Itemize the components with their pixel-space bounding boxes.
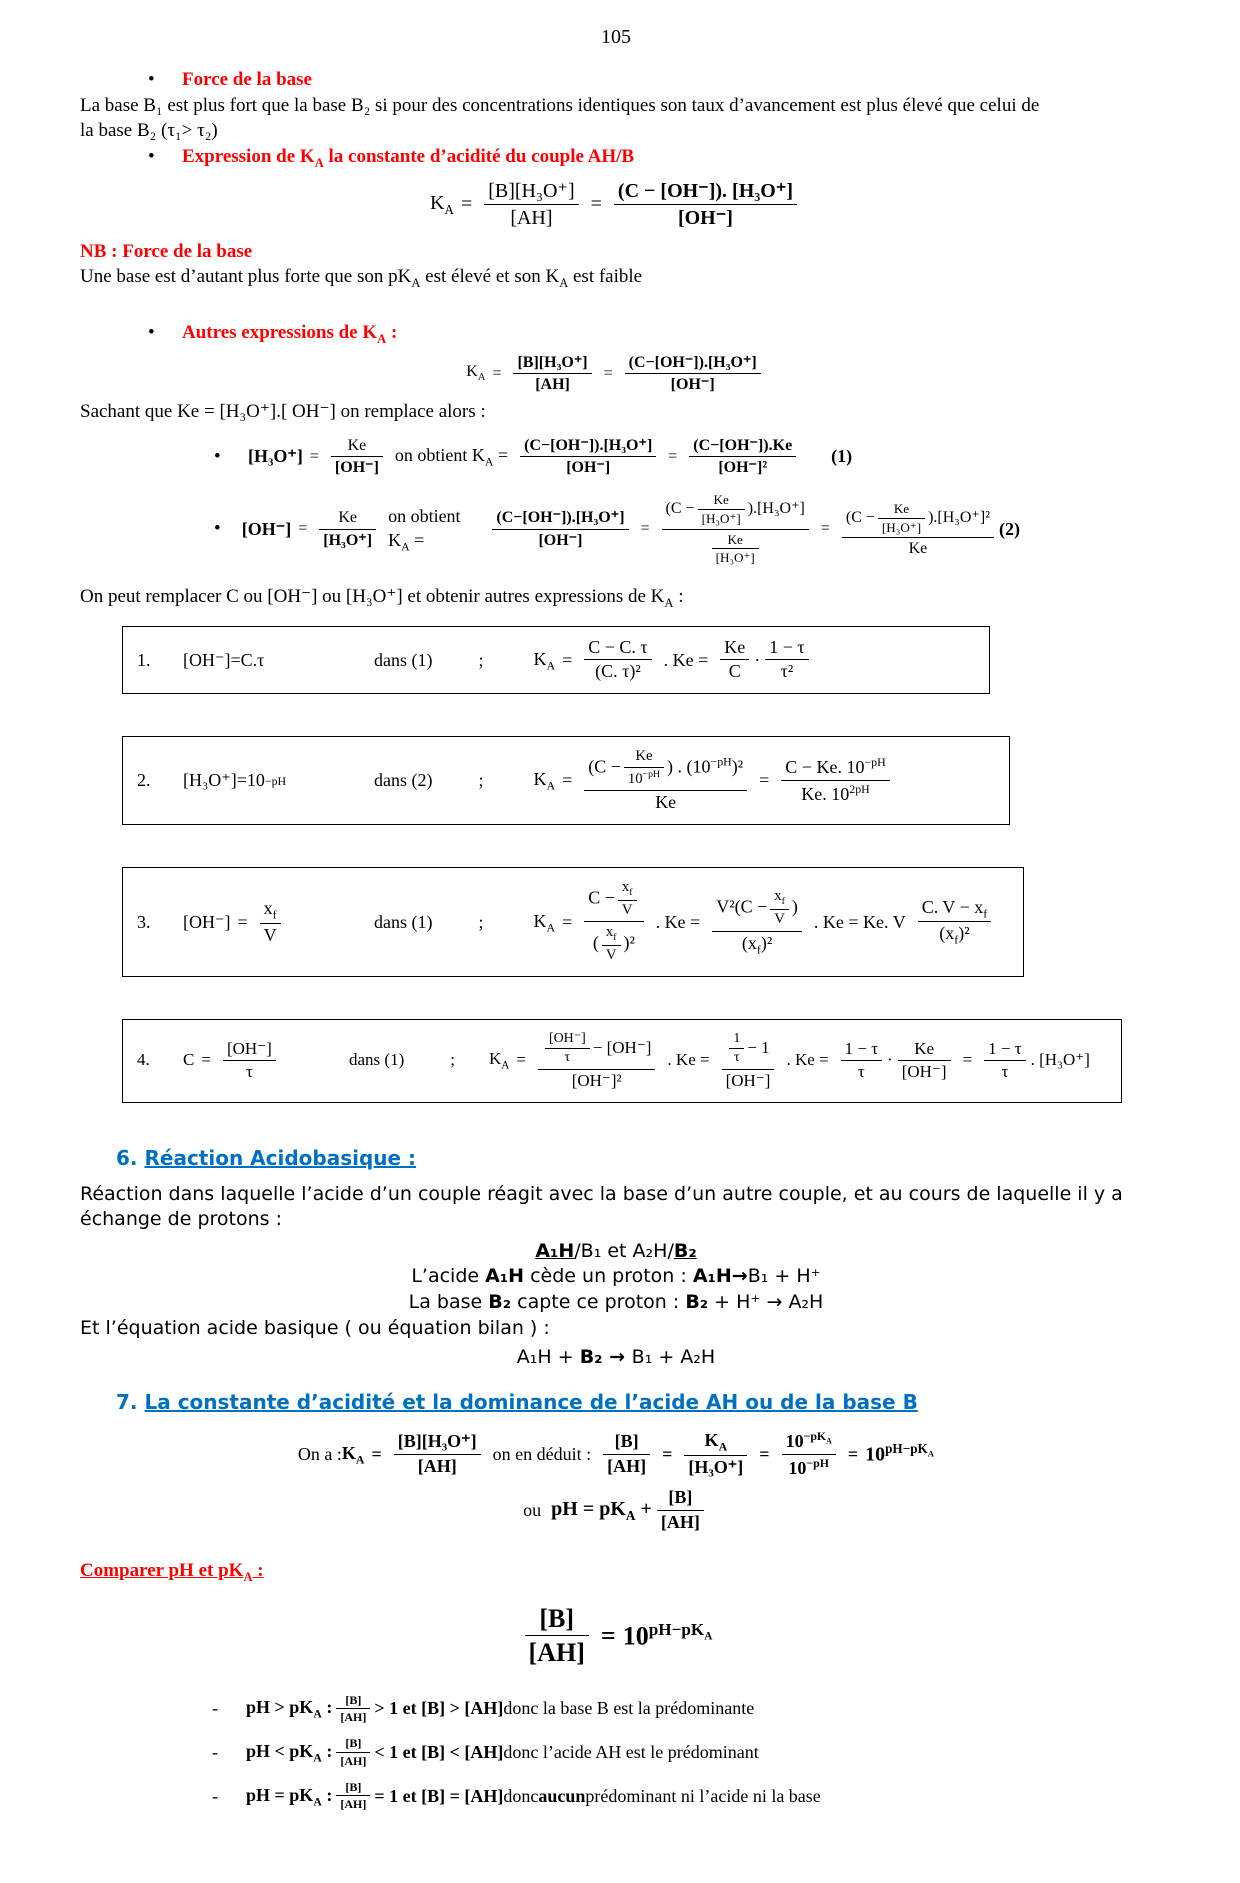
fraction: 1 − τ τ² xyxy=(765,636,808,684)
fraction: $\frac{Ke}{[OH^-]}$ xyxy=(898,1038,951,1084)
arrow-icon: → xyxy=(602,1346,632,1369)
separator: ; xyxy=(450,1050,455,1070)
formula xyxy=(534,877,997,967)
math-token: = xyxy=(492,364,502,382)
text-run: pH < $pK_A$ : xyxy=(246,1740,333,1765)
condition: [OH⁻]=C.τ xyxy=(183,649,265,670)
math-token: . [H₃O⁺] xyxy=(1030,1050,1090,1070)
fraction: $\frac{(C-[OH^-]).Ke}{\text{[OH⁻]²}}$ xyxy=(689,435,796,478)
math-token: = xyxy=(847,1443,859,1464)
math-token: = xyxy=(759,1443,770,1464)
formula-substitution-h3o xyxy=(80,435,980,478)
fraction-nested: (C − $\frac{Ke}{\text{[H₃O⁺]}}$ ).[H₃O⁺] $\frac{Ke}{\text{[H₃O⁺]}}$ xyxy=(662,490,809,568)
text-run: la base B₂ (τ₁> τ₂) xyxy=(80,120,218,142)
math-token: = xyxy=(962,1050,973,1070)
arrow-icon: → xyxy=(731,1265,748,1288)
bullet-icon: • xyxy=(148,69,155,90)
section-number: 7. xyxy=(116,1390,145,1415)
separator: ; xyxy=(478,770,484,791)
text-run: aucun xyxy=(538,1785,586,1806)
line-acide-cede-proton xyxy=(80,1264,1152,1290)
math-token: = xyxy=(668,447,678,465)
formula-ratio-large xyxy=(80,1602,1152,1669)
text-run: Une base est d’autant plus forte que son pK xyxy=(80,266,412,288)
fraction: $\frac{1 - \tau}{\tau}$ xyxy=(841,1038,882,1084)
math-token: [H₃O⁺] xyxy=(248,446,303,467)
math-token: = xyxy=(371,1443,382,1464)
fraction: $\frac{\text{[B][H₃O⁺]}}{[AH]}$ xyxy=(484,178,578,231)
para-reaction-acidobasique xyxy=(80,1182,1152,1233)
comparison-item-ph-less xyxy=(80,1735,1152,1769)
fraction: $\frac{C - Ke. 10^{-pH}}{Ke. 10^{2pH}}$ xyxy=(781,754,889,806)
bullet-icon: • xyxy=(148,145,155,167)
heading-text: Autres expressions de $K_A$ : xyxy=(182,322,398,346)
dans-label: dans (1) xyxy=(374,649,433,670)
text-run: pH > $pK_A$ : xyxy=(246,1697,333,1721)
text-run: Réaction dans laquelle l’acide d’un couple réagit avec la base d’un autre couple, et au cours de laquelle il y a xyxy=(80,1182,1123,1205)
math-token: . Ke = xyxy=(663,649,709,670)
equation-box-2 xyxy=(122,736,1010,825)
math-token: = xyxy=(516,1050,526,1070)
formula-substitution-oh xyxy=(80,490,1020,568)
dans-label: dans (2) xyxy=(374,770,433,791)
section-title-text: Réaction Acidobasique : xyxy=(144,1145,417,1170)
item-number: 2. xyxy=(137,770,151,791)
couple-a1h: A₁H xyxy=(535,1239,575,1262)
formula-ph-pka xyxy=(80,1486,1152,1534)
fraction: $\frac{Ke}{C}$ xyxy=(720,636,749,684)
text-run: on en déduit : xyxy=(492,1443,592,1464)
text-run: On peut remplacer C ou [OH⁻] ou [H₃O⁺] et obtenir autres expressions de K xyxy=(80,586,665,608)
math-token: $K_A$ xyxy=(533,769,556,793)
fraction: $\frac{\text{[B][H₃O⁺]}}{[AH]}$ xyxy=(394,1430,481,1478)
text-run: La base B₁ est plus fort que la base B₂ si pour des concentrations identiques son taux d’avancement est plus élevé que celui de xyxy=(80,94,1040,116)
text-run: on obtient $K_A$ = xyxy=(388,505,461,554)
text-run: B₂ xyxy=(579,1346,603,1369)
bullet-icon: • xyxy=(214,518,221,540)
math-token: $K_A$ xyxy=(533,910,556,935)
line-equation-bilan xyxy=(80,1345,1152,1371)
text-run: = 1 et [B] = [AH] xyxy=(374,1785,504,1806)
fraction: $\frac{[B]}{[AH]}$ xyxy=(603,1430,650,1478)
text-run: A₁H + xyxy=(516,1346,580,1369)
fraction: C. $V - x_f$ $(x_f)^2$ xyxy=(918,896,991,949)
section-7-title xyxy=(80,1389,1152,1416)
text-run: A xyxy=(664,595,674,610)
text-run: donc xyxy=(503,1785,539,1806)
dash-icon: - xyxy=(212,1742,218,1763)
equation-box-4 xyxy=(122,1019,1122,1103)
condition: [H₃O⁺]=10 −pH xyxy=(183,770,287,791)
condition: [OH⁻] = $\frac{x_f}{V}$ xyxy=(183,897,358,947)
text-run: L’acide xyxy=(411,1265,486,1288)
fraction-nested: V²(C − $\frac{x_f}{V}$ ) $(x_f)^2$ xyxy=(712,886,802,957)
fraction: $\frac{\text{(C−[OH⁻]).[H₃O⁺]}}{[OH^-]}$ xyxy=(625,352,761,395)
para-force-de-la-base xyxy=(80,93,1152,144)
formula-ka-definition xyxy=(80,178,1152,231)
math-token: $K_A$ xyxy=(533,648,556,673)
equation-box-3 xyxy=(122,867,1024,977)
heading-force-de-la-base xyxy=(80,67,1152,93)
text-run: cède un proton : xyxy=(524,1265,693,1288)
fraction: $\frac{K_A}{\text{[H₃O⁺]}}$ xyxy=(684,1429,747,1479)
math-token: $K_A$ xyxy=(488,1048,510,1072)
separator: ; xyxy=(478,911,484,932)
fraction: $\frac{\text{(C − [OH⁻]). [H₃O⁺]}}{[OH^-]}$ xyxy=(614,178,797,231)
text-run: B₁ + A₂H xyxy=(631,1346,716,1369)
math-token: . Ke = Ke. V xyxy=(813,911,906,932)
text-run: B₂ xyxy=(488,1291,512,1314)
fraction: $\frac{C - C. \tau}{\text{(C. τ)²}}$ xyxy=(584,636,651,684)
fraction: $\frac{[B]}{[AH]}$ xyxy=(657,1486,704,1534)
heading-nb: NB : Force de la base xyxy=(80,240,253,262)
line-base-capte-proton xyxy=(80,1290,1152,1316)
heading-text: Force de la base xyxy=(182,69,312,90)
condition: C = $\frac{[OH^-]}{\tau}$ xyxy=(183,1038,333,1084)
math-token: $10^{pH-pK_A}$ xyxy=(865,1440,935,1466)
para-nb xyxy=(80,264,1152,292)
math-token: = xyxy=(603,364,613,382)
fraction: [B] [AH] xyxy=(336,1692,370,1726)
fraction: $10^{-pK_A}$ $10^{-pH}$ xyxy=(782,1428,836,1480)
bullet-icon: • xyxy=(214,445,221,467)
math-token: = xyxy=(562,770,573,791)
bullet-icon: • xyxy=(148,322,155,344)
math-token: $10^{pH-pK_A}$ xyxy=(622,1619,713,1651)
text-run: ou xyxy=(523,1500,542,1521)
equation-tag-1: (1) xyxy=(831,446,853,467)
heading-autres-expressions xyxy=(80,320,1152,348)
text-run: capte ce proton : xyxy=(511,1291,686,1314)
math-token: = xyxy=(759,770,770,791)
fraction: $\frac{\text{(C−[OH⁻]).[H₃O⁺]}}{[OH^-]}$ xyxy=(520,435,656,478)
text-run: A xyxy=(411,276,421,291)
dash-icon: - xyxy=(212,1785,218,1806)
para-remplacer xyxy=(80,584,1152,612)
text-run: B₂ xyxy=(685,1291,709,1314)
math-token: [OH⁻] xyxy=(241,519,292,539)
math-token: = xyxy=(309,447,319,465)
text-run: : xyxy=(673,586,684,608)
section-number: 6. xyxy=(116,1145,145,1170)
math-token: = xyxy=(562,649,573,670)
math-token: = xyxy=(820,520,830,538)
formula-ka-autres xyxy=(80,352,1152,395)
dans-label: dans (1) xyxy=(349,1050,405,1070)
math-token: pH = $pK_A$ + xyxy=(551,1497,652,1523)
math-token: = xyxy=(662,1443,673,1464)
heading-text: Comparer pH et $pK_A$ : xyxy=(80,1560,264,1585)
text-run: + H⁺ → A₂H xyxy=(708,1291,824,1314)
math-token: · xyxy=(887,1050,893,1070)
formula xyxy=(534,636,814,684)
line-equation-bilan-label: Et l’équation acide basique ( ou équation bilan ) : xyxy=(80,1316,550,1339)
text-run: < 1 et [B] < [AH] xyxy=(374,1742,504,1763)
heading-text: Expression de $K_A$ la constante d’acidité du couple AH/B xyxy=(182,145,635,170)
fraction-nested: (C − $\frac{Ke}{10^{-pH}}$ ) . $(10^{-pH})^2$ Ke xyxy=(584,746,747,815)
math-token: . Ke = xyxy=(667,1050,710,1070)
couple-b2: B₂ xyxy=(673,1239,697,1262)
item-number: 1. xyxy=(137,649,151,670)
math-token: = xyxy=(562,911,573,932)
text-run: échange de protons : xyxy=(80,1208,282,1231)
equation-tag-2: (2) xyxy=(999,519,1020,539)
fraction: $\frac{\text{[B][H₃O⁺]}}{[AH]}$ xyxy=(513,352,591,395)
section-6-title xyxy=(80,1145,1152,1172)
fraction-nested: $\frac{1}{\tau}$ − 1 [OH⁻] xyxy=(722,1029,775,1093)
math-token: · xyxy=(754,649,761,670)
formula-deduction xyxy=(80,1428,1152,1480)
comparison-item-ph-greater xyxy=(80,1692,1152,1726)
text-run: on obtient $K_A$ = xyxy=(394,445,509,469)
comparison-item-ph-equal xyxy=(80,1779,1152,1813)
separator: ; xyxy=(478,649,484,670)
text-run: > 1 et [B] > [AH] xyxy=(374,1698,504,1719)
page-number: 105 xyxy=(601,26,631,48)
text-run: On a : xyxy=(297,1443,342,1464)
math-token: . Ke = xyxy=(786,1050,829,1070)
fraction: $\frac{\text{(C−[OH⁻]).[H₃O⁺]}}{[OH^-]}$ xyxy=(492,507,628,550)
item-number: 4. xyxy=(137,1050,150,1070)
fraction-nested: $\frac{[OH^-]}{\tau}$ − [OH⁻] [OH⁻]² xyxy=(538,1029,655,1093)
text-run: donc la base B est la prédominante xyxy=(503,1698,755,1719)
dans-label: dans (1) xyxy=(374,911,433,932)
fraction: [B] [AH] xyxy=(336,1735,370,1769)
line-couples xyxy=(80,1239,1152,1265)
dash-icon: - xyxy=(212,1698,218,1719)
text-run: est faible xyxy=(568,266,643,288)
text-run: /B₁ et A₂H/ xyxy=(574,1239,674,1262)
fraction: $\frac{1 - \tau}{\tau}$ xyxy=(984,1038,1025,1084)
para-sachant: Sachant que Ke = [H₃O⁺].[ OH⁻] on remplace alors : xyxy=(80,401,486,423)
fraction: $\frac{[B]}{[AH]}$ xyxy=(336,1779,370,1813)
section-title-text: La constante d’acidité et la dominance de l’acide AH ou de la base B xyxy=(144,1390,918,1415)
heading-comparer xyxy=(80,1558,1152,1586)
fraction-nested: C − $\frac{x_f}{V}$ ( $\frac{x_f}{V}$ )² xyxy=(584,877,643,967)
text-run: A xyxy=(559,276,569,291)
fraction: $\frac{[B]}{[AH]}$ xyxy=(525,1602,589,1669)
math-token: = xyxy=(600,1621,616,1651)
math-token: = xyxy=(460,192,473,215)
math-token: $K_A$ xyxy=(341,1442,365,1467)
formula xyxy=(534,746,895,815)
item-number: 3. xyxy=(137,911,151,932)
equation-box-1 xyxy=(122,626,990,694)
math-token: . Ke = xyxy=(655,911,701,932)
fraction: $\frac{Ke}{\text{[H₃O⁺]}}$ xyxy=(319,507,376,550)
text-run: La base xyxy=(408,1291,489,1314)
text-run: pH = $pK_A$ : xyxy=(246,1784,333,1809)
formula xyxy=(489,1029,1090,1093)
math-token: = xyxy=(298,520,308,538)
text-run: A₁H xyxy=(692,1265,732,1288)
fraction-nested: (C − $\frac{Ke}{\text{[H₃O⁺]}}$ ).[H₃O⁺]² Ke xyxy=(842,499,994,560)
math-token: $K_A$ xyxy=(466,363,486,384)
text-run: est élevé et son K xyxy=(420,266,560,288)
text-run: B₁ + H⁺ xyxy=(747,1265,821,1288)
fraction: $\frac{Ke}{[OH^-]}$ xyxy=(331,435,383,478)
text-run: A₁H xyxy=(485,1265,525,1288)
math-token: $K_A$ xyxy=(429,191,454,217)
text-run: prédominant ni l’acide ni la base xyxy=(585,1785,821,1806)
heading-expression-ka xyxy=(80,144,1152,172)
text-run: donc l’acide AH est le prédominant xyxy=(503,1742,759,1763)
math-token: = xyxy=(590,192,602,215)
math-token: = xyxy=(640,520,650,538)
